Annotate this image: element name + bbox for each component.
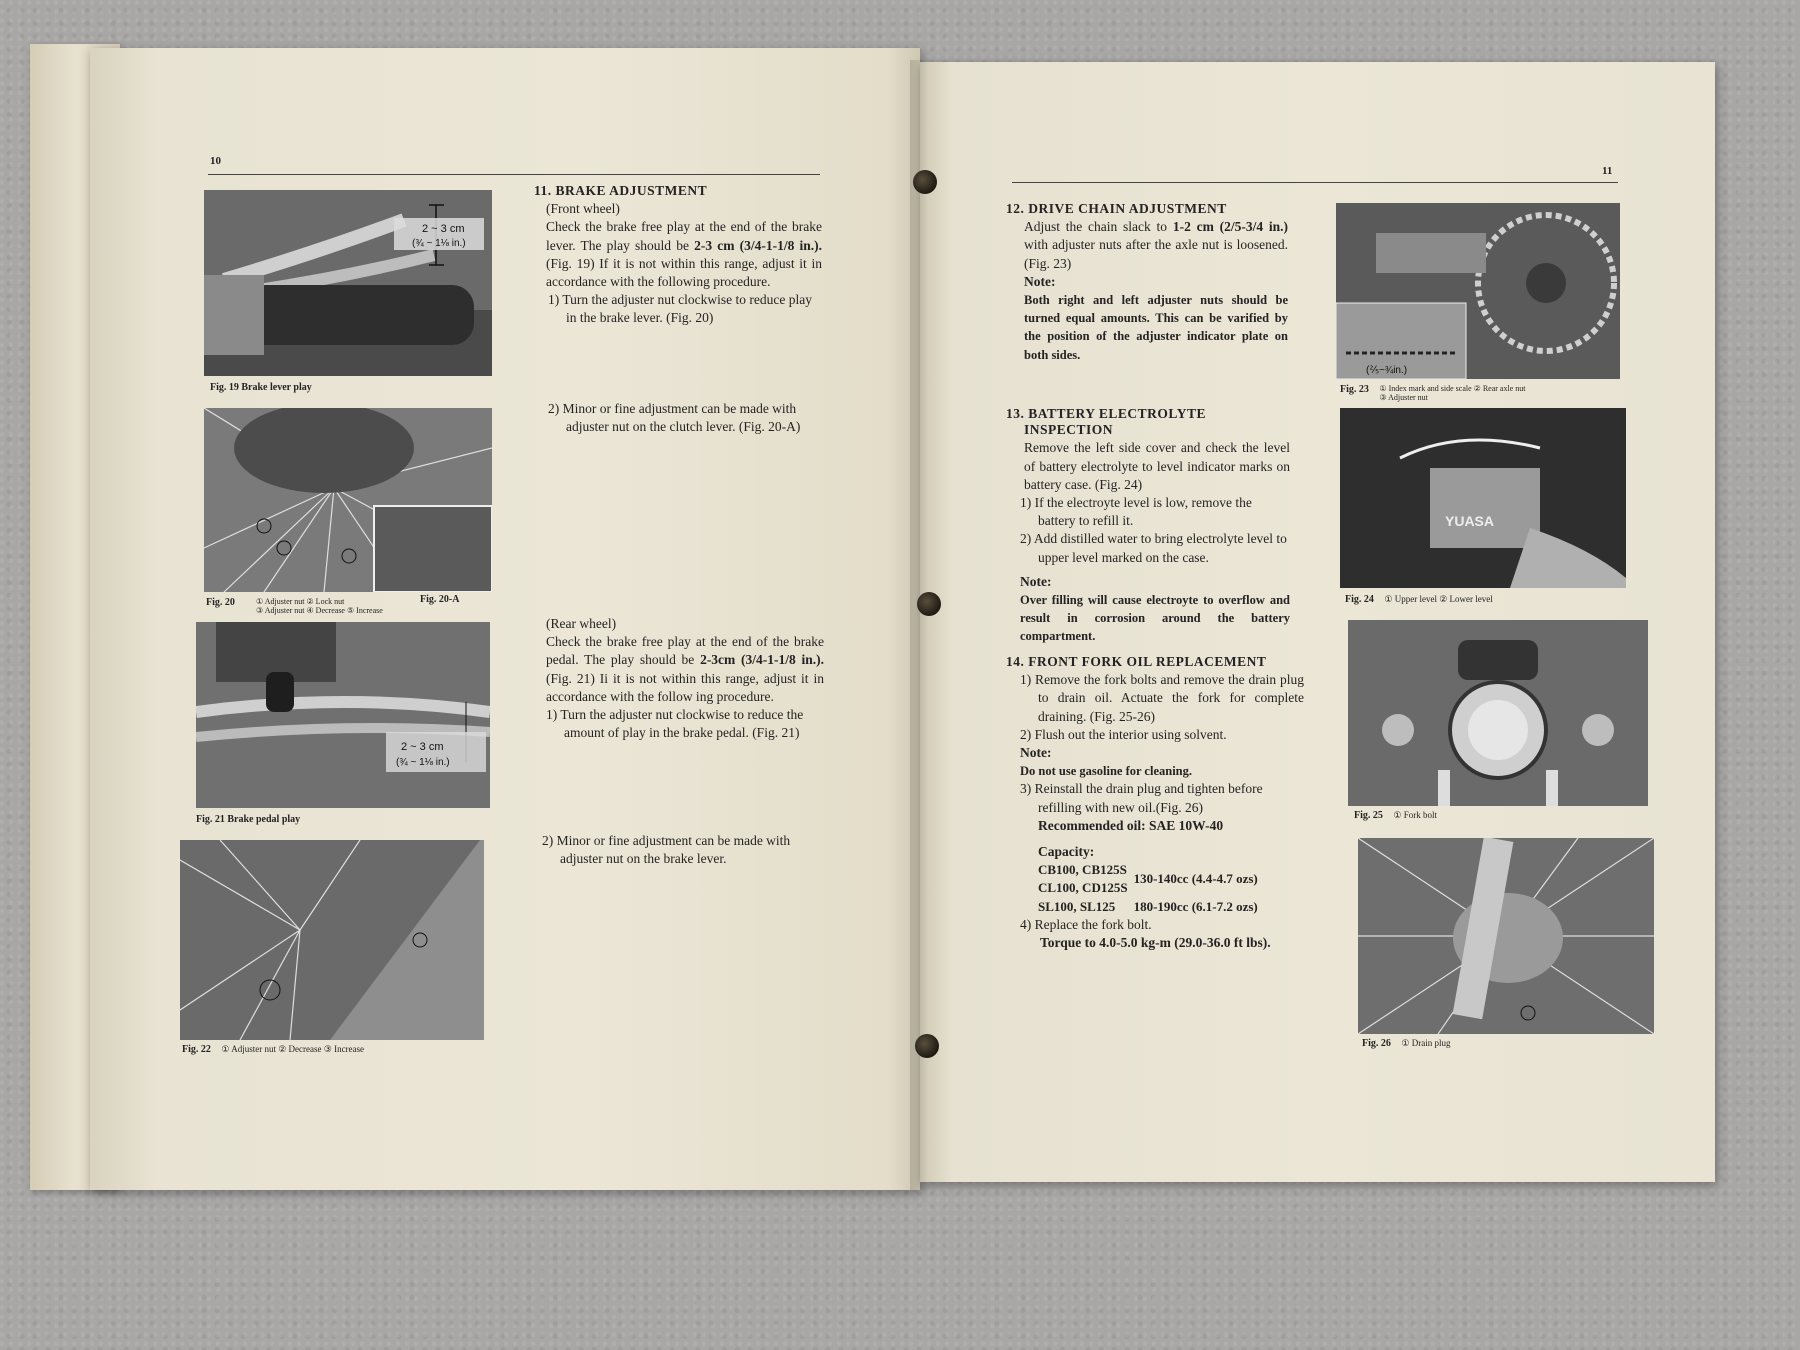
rear-play-spec: 2-3cm (3/4-1-1/8 in.).: [700, 652, 825, 668]
section-13-step-1: 1) If the electroyte level is low, remove the battery to refill it.: [1020, 495, 1252, 529]
section-14: [1006, 653, 1304, 952]
rear-para-1: Check the brake free play at the end of the brake pedal. The play should be: [546, 634, 824, 668]
figure-20-legend-line-2: ③ Adjuster nut ④ Decrease ⑤ Increase: [256, 606, 383, 615]
staple-middle: [917, 592, 941, 616]
capacity-row: [1038, 861, 1264, 879]
figure-21-brake-pedal-photo: [196, 622, 490, 808]
page-number-right: 11: [1602, 165, 1613, 177]
front-step-1: 1) Turn the adjuster nut clockwise to reduce play in the brake lever. (Fig. 20): [548, 292, 812, 326]
section-12-heading: 12. DRIVE CHAIN ADJUSTMENT: [1006, 201, 1227, 216]
section-13-step-2: 2) Add distilled water to bring electrolyte level to upper level marked on the case.: [1020, 531, 1287, 565]
capacity-models-2: CL100, CD125S: [1038, 880, 1128, 896]
section-14-step-2: 2) Flush out the interior using solvent.: [1020, 726, 1227, 742]
capacity-models-3: SL100, SL125: [1038, 898, 1116, 914]
figure-22-legend: ① Adjuster nut ② Decrease ③ Increase: [221, 1044, 365, 1054]
front-para-2: (Fig. 19) If it is not within this range, adjust it in accordance with the following procedure.: [546, 255, 822, 290]
figure-20-legend-line-1: ① Adjuster nut ② Lock nut: [256, 597, 345, 606]
capacity-label: Capacity:: [1038, 844, 1095, 860]
figure-22-rear-brake-photo: [180, 840, 484, 1040]
front-step-2: [548, 400, 822, 436]
figure-21-caption: Fig. 21 Brake pedal play: [196, 814, 301, 825]
section-13-paragraph: Remove the left side cover and check the level of battery electrolyte to level indicator marks on battery case. (Fig. 24): [1024, 440, 1290, 492]
header-rule-right: [1012, 182, 1618, 183]
figure-22-caption-label: Fig. 22: [182, 1044, 211, 1055]
figure-26-caption-label: Fig. 26: [1362, 1038, 1391, 1049]
figure-22-caption: [182, 1044, 364, 1055]
rear-step-2-text: 2) Minor or fine adjustment can be made with adjuster nut on the brake lever.: [542, 833, 791, 867]
section-13-note-label: Note:: [1020, 573, 1052, 589]
figure-24-battery-photo: [1340, 408, 1626, 588]
figure-19-caption: Fig. 19 Brake lever play: [210, 382, 312, 393]
section-11-heading: 11. BRAKE ADJUSTMENT: [534, 183, 708, 198]
front-para-1: Check the brake free play at the end of the brake lever. The play should be: [546, 219, 822, 253]
staple-top: [913, 170, 937, 194]
rear-wheel-label: (Rear wheel): [546, 616, 617, 631]
header-rule-left: [208, 174, 820, 175]
fig19-label-b: (¾ ~ 1⅛ in.): [412, 238, 466, 249]
section-13-heading-2: INSPECTION: [1024, 422, 1114, 438]
section-11-rear: [546, 615, 824, 742]
front-step-2-text: 2) Minor or fine adjustment can be made with adjuster nut on the clutch lever. (Fig. 20-A): [548, 401, 801, 435]
figure-20-legend: [256, 597, 383, 615]
page-number-left: 10: [210, 155, 221, 167]
rear-para-2: (Fig. 21) Ii it is not within this range, adjust it in accordance with the follow ing procedure.: [546, 670, 824, 704]
figure-23-legend: [1379, 384, 1525, 402]
figure-20-caption: Fig. 20: [206, 597, 235, 608]
figure-24-legend: ① Upper level ② Lower level: [1384, 594, 1493, 604]
capacity-value-1: 130-140cc (4.4-4.7 ozs): [1133, 871, 1258, 887]
figure-23-legend-line-2: ③ Adjuster nut: [1379, 393, 1428, 402]
figure-20-brake-hub-photo: [204, 408, 492, 592]
section-12-note: Both right and left adjuster nuts should be turned equal amounts. This can be varified by the position of the adjuster indicator plate on both sides.: [1024, 293, 1288, 362]
capacity-value-2: 180-190cc (6.1-7.2 ozs): [1133, 898, 1258, 914]
fig21-label-b: (¾ ~ 1⅛ in.): [396, 757, 450, 768]
capacity-models-1: CB100, CB125S: [1038, 862, 1127, 878]
figure-20a-caption: Fig. 20-A: [420, 594, 460, 605]
section-12-para-b: with adjuster nuts after the axle nut is loosened. (Fig. 23): [1024, 237, 1288, 271]
figure-23-chain-photo: [1336, 203, 1620, 379]
section-13-note: Over filling will cause electroyte to overflow and result in corrosion around the battery compartment.: [1020, 593, 1290, 644]
figure-23-caption: [1340, 384, 1525, 402]
figure-25-legend: ① Fork bolt: [1393, 810, 1437, 820]
figure-23-caption-label: Fig. 23: [1340, 384, 1369, 395]
rear-wheel-paragraph: [546, 633, 824, 706]
front-wheel-paragraph: [534, 218, 822, 291]
section-14-step-3: 3) Reinstall the drain plug and tighten before refilling with new oil.(Fig. 26): [1020, 781, 1263, 815]
figure-24-caption: [1345, 594, 1493, 605]
section-14-note: Do not use gasoline for cleaning.: [1020, 764, 1192, 779]
figure-25-caption-label: Fig. 25: [1354, 810, 1383, 821]
section-12-para-a: Adjust the chain slack to: [1024, 219, 1168, 235]
figure-26-caption: [1362, 1038, 1450, 1049]
section-11-front: [534, 182, 822, 328]
section-14-step-4: 4) Replace the fork bolt.: [1020, 916, 1152, 932]
section-14-note-label: Note:: [1020, 745, 1052, 761]
capacity-row: [1038, 898, 1264, 916]
front-play-spec: 2-3 cm (3/4-1-1/8 in.).: [694, 237, 823, 253]
book-binding: [910, 60, 928, 1190]
figure-26-legend: ① Drain plug: [1401, 1038, 1451, 1048]
fig24-brand: YUASA: [1445, 513, 1495, 529]
fig19-label-a: 2 ~ 3 cm: [422, 223, 465, 235]
figure-25-fork-photo: [1348, 620, 1648, 806]
chain-slack-spec: 1-2 cm (2/5-3/4 in.): [1172, 219, 1289, 235]
rear-step-2: [542, 832, 824, 868]
fig21-label-a: 2 ~ 3 cm: [401, 741, 444, 753]
section-13-heading-1: 13. BATTERY ELECTROLYTE: [1006, 406, 1206, 421]
recommended-oil: Recommended oil: SAE 10W-40: [1038, 817, 1224, 833]
front-wheel-label: (Front wheel): [546, 201, 620, 217]
section-12-note-label: Note:: [1024, 273, 1056, 289]
figure-19-brake-lever-photo: [204, 190, 492, 376]
capacity-table: [1038, 861, 1264, 916]
section-12-paragraph: [1006, 218, 1288, 273]
torque-spec: Torque to 4.0-5.0 kg-m (29.0-36.0 ft lbs).: [1040, 935, 1271, 951]
fig23-label: (⅖~¾in.): [1366, 365, 1408, 376]
section-12: [1006, 200, 1288, 364]
section-14-heading: 14. FRONT FORK OIL REPLACEMENT: [1006, 654, 1267, 669]
section-14-step-1: 1) Remove the fork bolts and remove the drain plug to drain oil. Actuate the fork for complete draining. (Fig. 25-26): [1020, 672, 1304, 724]
staple-bottom: [915, 1034, 939, 1058]
figure-26-drain-plug-photo: [1358, 838, 1654, 1034]
rear-step-1: 1) Turn the adjuster nut clockwise to reduce the amount of play in the brake pedal. (Fig. 21): [546, 707, 804, 741]
figure-23-legend-line-1: ① Index mark and side scale ② Rear axle nut: [1379, 384, 1526, 393]
section-13: [1006, 405, 1290, 646]
figure-25-caption: [1354, 810, 1437, 821]
figure-24-caption-label: Fig. 24: [1345, 594, 1374, 605]
